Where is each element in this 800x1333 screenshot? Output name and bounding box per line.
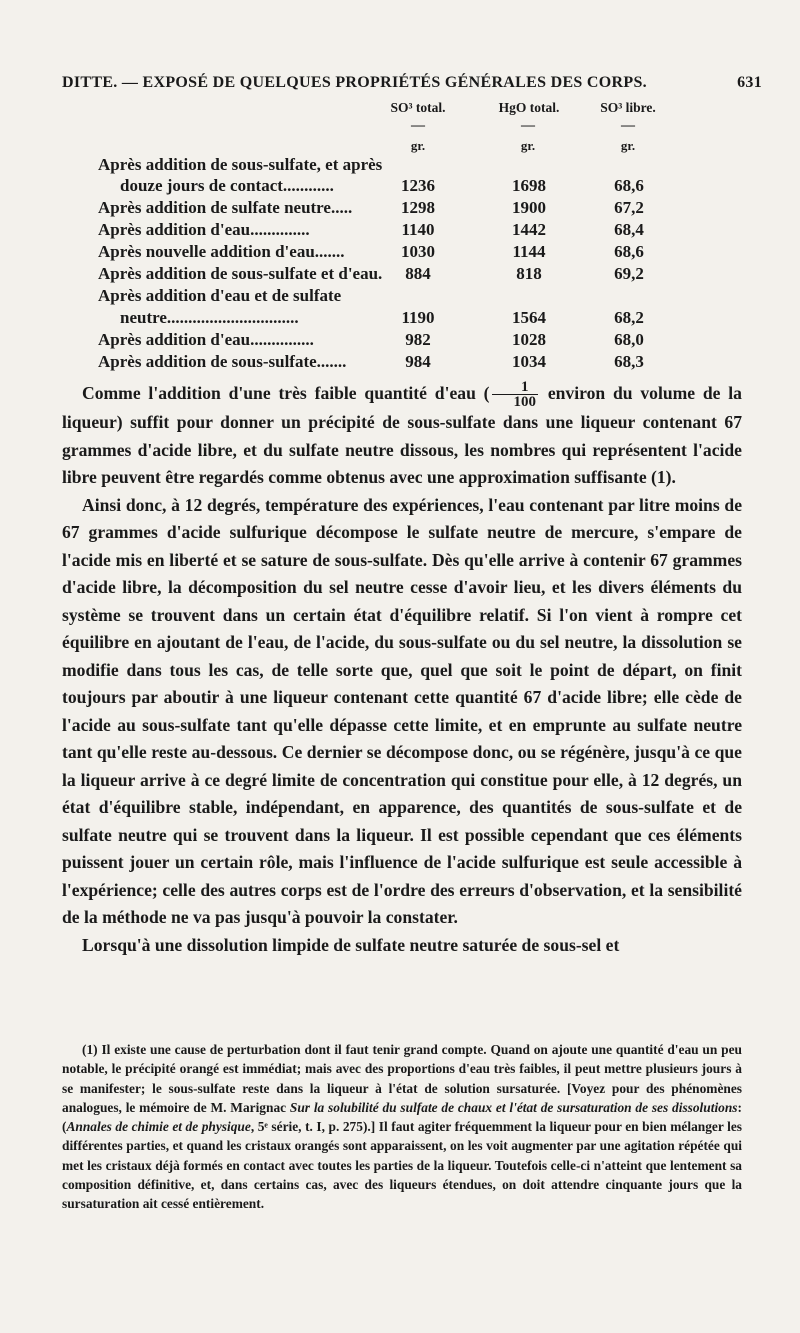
page-number: 631 [737,74,762,91]
text-span: environ du volume de la liqueur) suffit pour donner un précipité de sous-sulfate dans une liqueur contenant 67 grammes d'acide libre, et du sulfate neutre dissous, les nombres qui représentent l'acide libre peuvent être regardés comme obtenus avec une approximation suffisante (1). [62,383,742,488]
cell-so3-libre: 68,0 [614,330,644,349]
row-label: Après addition d'eau et de sulfate [98,286,342,305]
row-label: Après addition d'eau............... [98,330,314,349]
table-row [98,176,738,198]
cell-hgo-total: 1564 [512,308,546,327]
row-label: douze jours de contact............ [120,176,334,195]
column-unit: gr. [520,138,536,153]
cell-hgo-total: 1028 [512,330,546,349]
cell-so3-libre: 68,6 [614,176,644,195]
paragraph: Lorsqu'à une dissolution limpide de sulfate neutre saturée de sous-sel et [82,934,620,955]
column-dash: — [411,118,425,133]
cell-hgo-total: 1034 [512,352,546,371]
column-dash: — [521,118,535,133]
fraction [492,380,539,409]
paragraph: Ainsi donc, à 12 degrés, température des expériences, l'eau contenant par litre moins de 67 grammes d'acide sulfurique décompose le sulfate neutre de mercure, s'empare de l'acide mis en liberté et se sature de sous-sulfate. Dès qu'elle arrive à contenir 67 grammes d'acide libre, la décomposition du sel neutre cesse d'avoir lieu, et les divers éléments du système se trouvent dans un certain état d'équilibre relatif. Si l'on vient à rompre cet équilibre en ajoutant de l'eau, de l'acide, du sous-sulfate ou du sel neutre, la dissolution se modifie dans tous les cas, de telle sorte que, quel que soit le point de départ, on finit toujours par aboutir à une liqueur contenant cette quantité 67 d'acide libre; elle cède de l'acide au sous-sulfate tant qu'elle dépasse cette limite, et en emprunte au sulfate neutre tant qu'elle reste au-dessous. Ce dernier se décompose donc, ou se régénère, jusqu'à ce que la liqueur arrive à ce degré limite de concentration qui constitue pour elle, à 12 degrés, un état d'équilibre stable, indépendant, en apparence, des quantités de sous-sulfate et de sulfate neutre qui se trouvent dans la liqueur. Il est possible cependant que ces éléments puissent jouer un certain rôle, mais l'influence de l'acide sulfurique est seule accessible à l'expérience; celle des autres corps est de l'ordre des erreurs d'observation, et la sensibilité de la méthode ne va pas jusqu'à pouvoir la constater. [62,494,742,928]
table-row [98,352,738,374]
cell-so3-total: 884 [405,264,431,283]
row-label: Après addition de sous-sulfate et d'eau. [98,264,383,283]
column-unit: gr. [410,138,426,153]
table-row [98,286,738,308]
paragraph [62,380,742,492]
cell-hgo-total: 1900 [512,198,546,217]
cell-hgo-total: 1442 [512,220,546,239]
cell-so3-total: 1140 [401,220,435,239]
cell-so3-libre: 68,3 [614,352,644,371]
column-dash: — [621,118,635,133]
cell-so3-total: 1030 [401,242,435,261]
table-row [98,330,738,352]
cell-so3-total: 982 [405,330,431,349]
fraction-numerator: 1 [492,380,539,395]
table-row [98,155,738,177]
journal-title: Annales de chimie et de physique [66,1119,251,1135]
cell-hgo-total: 1144 [512,242,546,261]
table-row [98,220,738,242]
cell-so3-libre: 69,2 [614,264,644,283]
footnote-text [62,1040,742,1214]
row-label: Après addition de sulfate neutre..... [98,198,353,217]
main-text [62,380,742,959]
row-label: Après nouvelle addition d'eau....... [98,242,345,261]
row-label: Après addition d'eau.............. [98,220,310,239]
cell-so3-total: 1298 [401,198,435,217]
cell-hgo-total: 1698 [512,176,546,195]
column-header-so3-total: SO³ total. [390,100,446,115]
row-label: Après addition de sous-sulfate....... [98,352,347,371]
cell-so3-total: 1236 [401,176,435,195]
cell-so3-total: 984 [405,352,431,371]
text-span: Comme l'addition d'une très faible quantité d'eau ( [82,383,490,403]
table-row [98,308,738,330]
column-header-hgo-total: HgO total. [498,100,560,115]
cell-so3-libre: 68,4 [614,220,644,239]
cell-so3-libre: 68,6 [614,242,644,261]
row-label: Après addition de sous-sulfate, et après [98,155,383,174]
cell-hgo-total: 818 [516,264,542,283]
footnote [62,1040,742,1214]
table-row [98,242,738,264]
table-row [98,198,738,220]
cell-so3-total: 1190 [401,308,435,327]
cell-so3-libre: 67,2 [614,198,644,217]
text-span: (1) Il existe une cause de perturbation dont il faut tenir grand compte. Quand on ajoute une quantité d'eau un peu notable, le précipité orangé est immédiat; mais avec des proportions d'eau très faibles, il peut mettre plusieurs jours à se manifester; le sous-sulfate reste dans la liqueur à l'état de solution sursaturée. [Voyez pour des phénomènes analogues, le mémoire de M. Marignac [62,1042,742,1115]
text-span: : ( [62,1099,742,1135]
row-label: neutre............................... [120,308,299,327]
table-row [98,264,738,286]
cited-title: Sur la solubilité du sulfate de chaux et l'état de sursaturation de ses dissolutions [289,1099,738,1115]
column-header-so3-libre: SO³ libre. [600,100,656,115]
text-span: , 5ᵉ série, t. I, p. 275).] Il faut agiter fréquemment la liqueur pour en bien mélanger les différentes parties, et quand les cristaux orangés sont apparaissent, on les voit augmenter par une agitation répétée qui met les cristaux déjà formés en contact avec toutes les parties de la liqueur. Toutefois celle-ci n'atteint que lentement sa composition définitive, et, dans certains cas, avec des liqueurs étendues, on doit attendre cinquante jours que la sursaturation ait cessé entièrement. [62,1119,742,1212]
cell-so3-libre: 68,2 [614,308,644,327]
fraction-denominator: 100 [513,394,537,411]
column-unit: gr. [620,138,636,153]
running-title: DITTE. — EXPOSÉ DE QUELQUES PROPRIÉTÉS GÉNÉRALES DES CORPS. [62,74,647,91]
running-header [62,74,762,92]
